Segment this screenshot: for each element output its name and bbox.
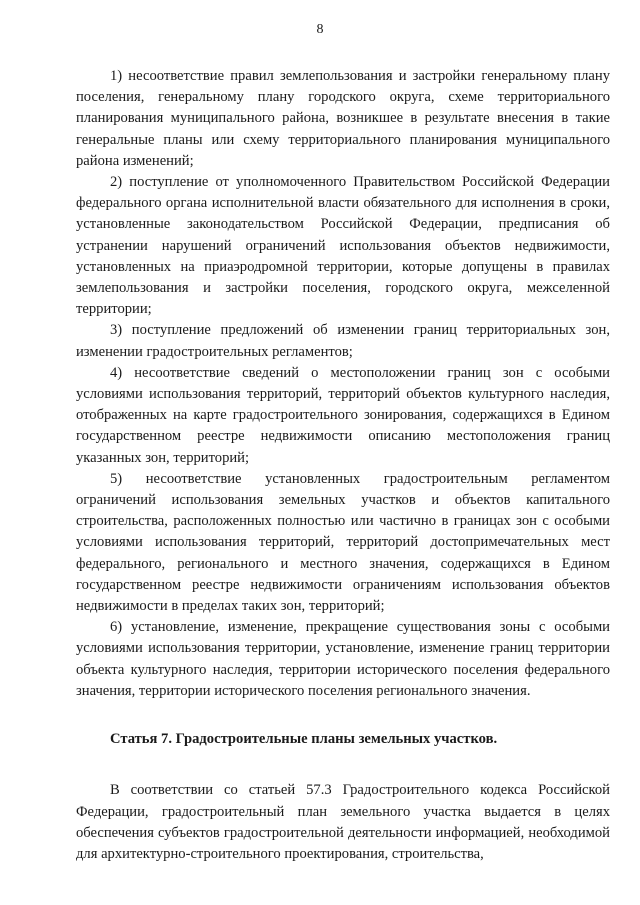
list-item-4: 4) несоответствие сведений о местоположении границ зон с особыми условиями использования территорий, территорий объектов культурного наследия, отображенных на карте градостроительного зонирования, содержащихся в Едином государственном реестре недвижимости описанию местоположения границ указанных зон, территорий; <box>76 364 610 466</box>
page-number: 8 <box>316 22 324 37</box>
list-item-2: 2) поступление от уполномоченного Правительством Российской Федерации федерального органа исполнительной власти обязательного для исполнения в сроки, установленные законодательством Российской Федерации, предписания об устранении нарушений ограничений использования объектов недвижимости, установленных на приаэродромной территории, которые допущены в правилах землепользования и застройки поселения, городского округа, межселенной территории; <box>76 174 610 318</box>
article-paragraph: В соответствии со статьей 57.3 Градостроительного кодекса Российской Федерации, градостроительный план земельного участка выдается в целях обеспечения субъектов градостроительной деятельности информацией, необходимой для архитектурно-строительного проектирования, строительства, <box>76 782 610 862</box>
list-item-3: 3) поступление предложений об изменении границ территориальных зон, изменении градостроительных регламентов; <box>76 322 610 360</box>
list-item-1: 1) несоответствие правил землепользования и застройки генеральному плану поселения, генеральному плану городского округа, схеме территориального планирования муниципального района, возникшее в результате внесения в такие генеральные планы или схему территориального планирования муниципального района изменений; <box>76 68 610 169</box>
article-heading: Статья 7. Градостроительные планы земельных участков. <box>110 731 498 748</box>
list-item-5: 5) несоответствие установленных градостроительным регламентом ограничений использования земельных участков и объектов капитального строительства, расположенных полностью или частично в границах зон с особыми условиями использования территорий, территорий достопримечательных мест федерального, регионального и местного значения, содержащихся в Едином государственном реестре недвижимости ограничениям использования объектов недвижимости в пределах таких зон, территорий; <box>76 470 610 615</box>
page-content <box>76 66 610 865</box>
list-item-6: 6) установление, изменение, прекращение существования зоны с особыми условиями использования территории, установление, изменение границ территории объекта культурного наследия, территории исторического поселения федерального значения, территории исторического поселения регионального значения. <box>76 619 610 699</box>
